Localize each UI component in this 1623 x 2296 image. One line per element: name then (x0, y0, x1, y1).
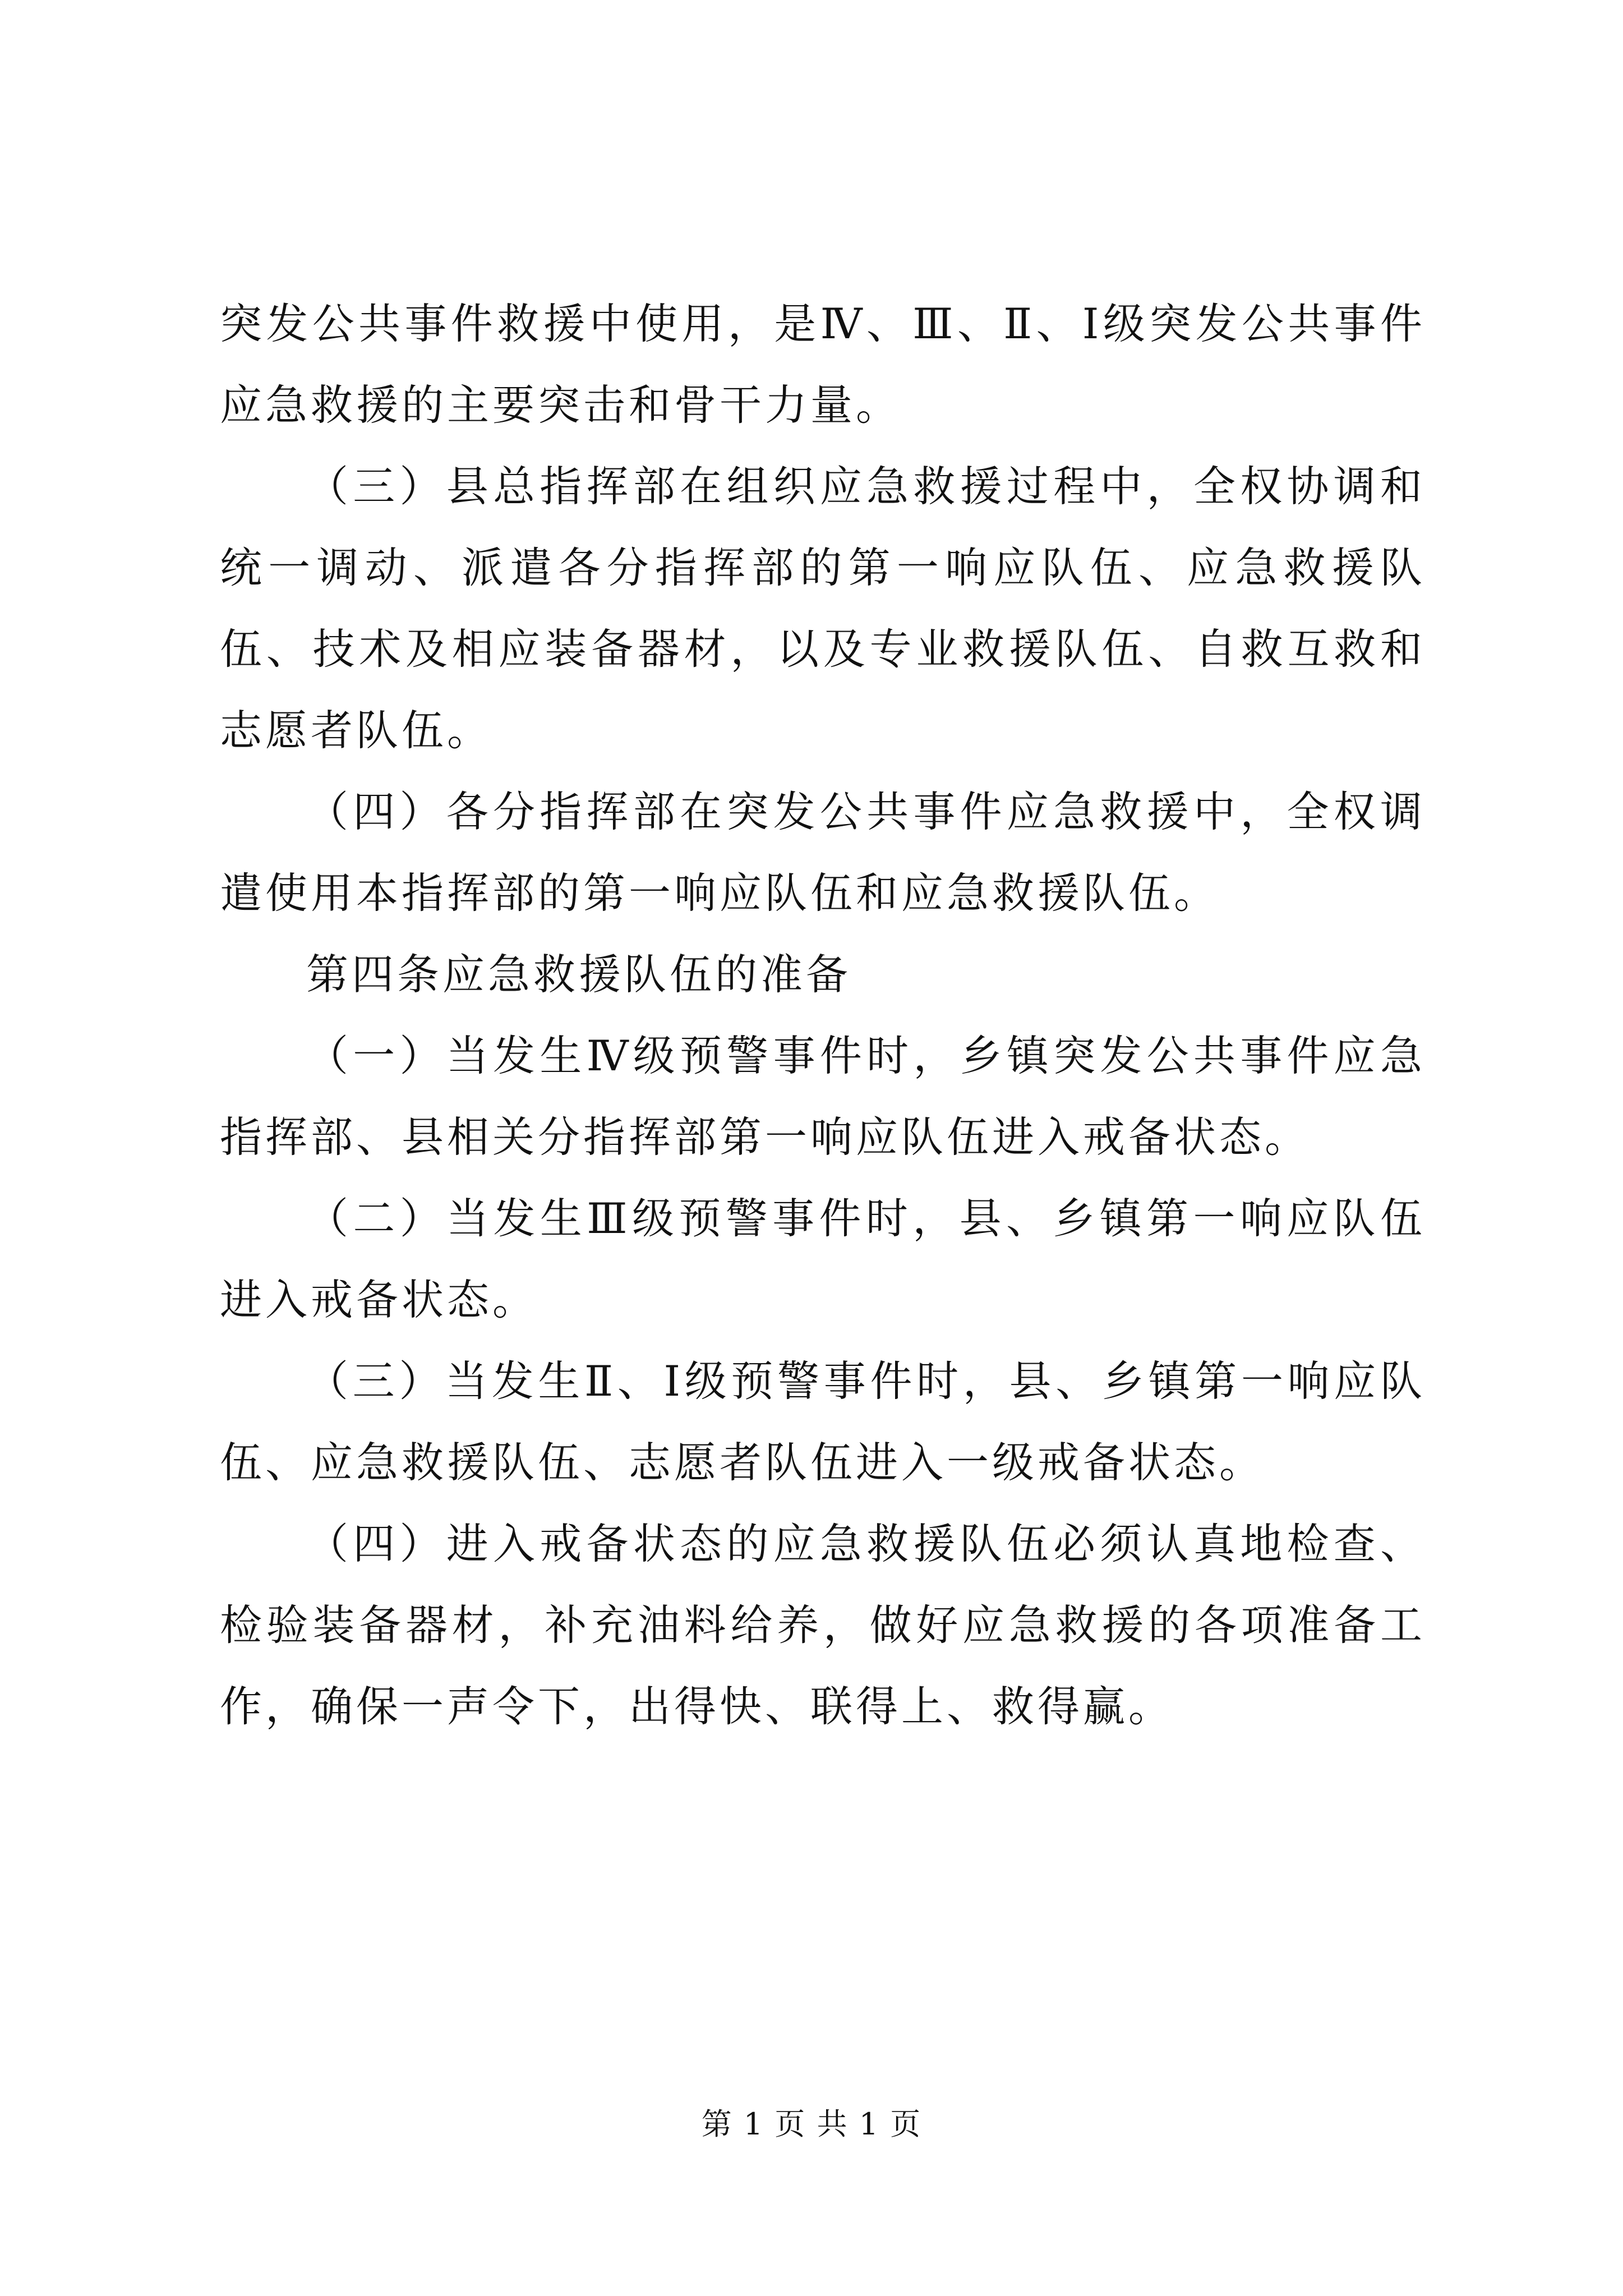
paragraph-item-3-readiness: （三）当发生Ⅱ、Ⅰ级预警事件时，县、乡镇第一响应队伍、应急救援队伍、志愿者队伍进入一级戒备状态。 (220, 1356, 1426, 1487)
paragraph-continuation: 突发公共事件救援中使用，是Ⅳ、Ⅲ、Ⅱ、Ⅰ级突发公共事件应急救援的主要突击和骨干力量。 (220, 299, 1426, 430)
paragraph-item-1-readiness: （一）当发生Ⅳ级预警事件时，乡镇突发公共事件应急指挥部、县相关分指挥部第一响应队伍进入戒备状态。 (220, 1031, 1426, 1162)
document-body (220, 283, 1426, 1747)
page-number-footer: 第 1 页 共 1 页 (701, 2106, 922, 2142)
paragraph-item-3-command: （三）县总指挥部在组织应急救援过程中，全权协调和统一调动、派遣各分指挥部的第一响应队伍、应急救援队伍、技术及相应装备器材，以及专业救援队伍、自救互救和志愿者队伍。 (220, 462, 1426, 755)
paragraph-item-4-command: （四）各分指挥部在突发公共事件应急救援中，全权调遣使用本指挥部的第一响应队伍和应急救援队伍。 (220, 787, 1426, 918)
paragraph-item-4-readiness: （四）进入戒备状态的应急救援队伍必须认真地检查、检验装备器材，补充油料给养，做好应急救援的各项准备工作，确保一声令下，出得快、联得上、救得赢。 (220, 1519, 1426, 1731)
section-heading-article-4: 第四条应急救援队伍的准备 (306, 950, 852, 999)
paragraph-item-2-readiness: （二）当发生Ⅲ级预警事件时，县、乡镇第一响应队伍进入戒备状态。 (220, 1194, 1426, 1324)
